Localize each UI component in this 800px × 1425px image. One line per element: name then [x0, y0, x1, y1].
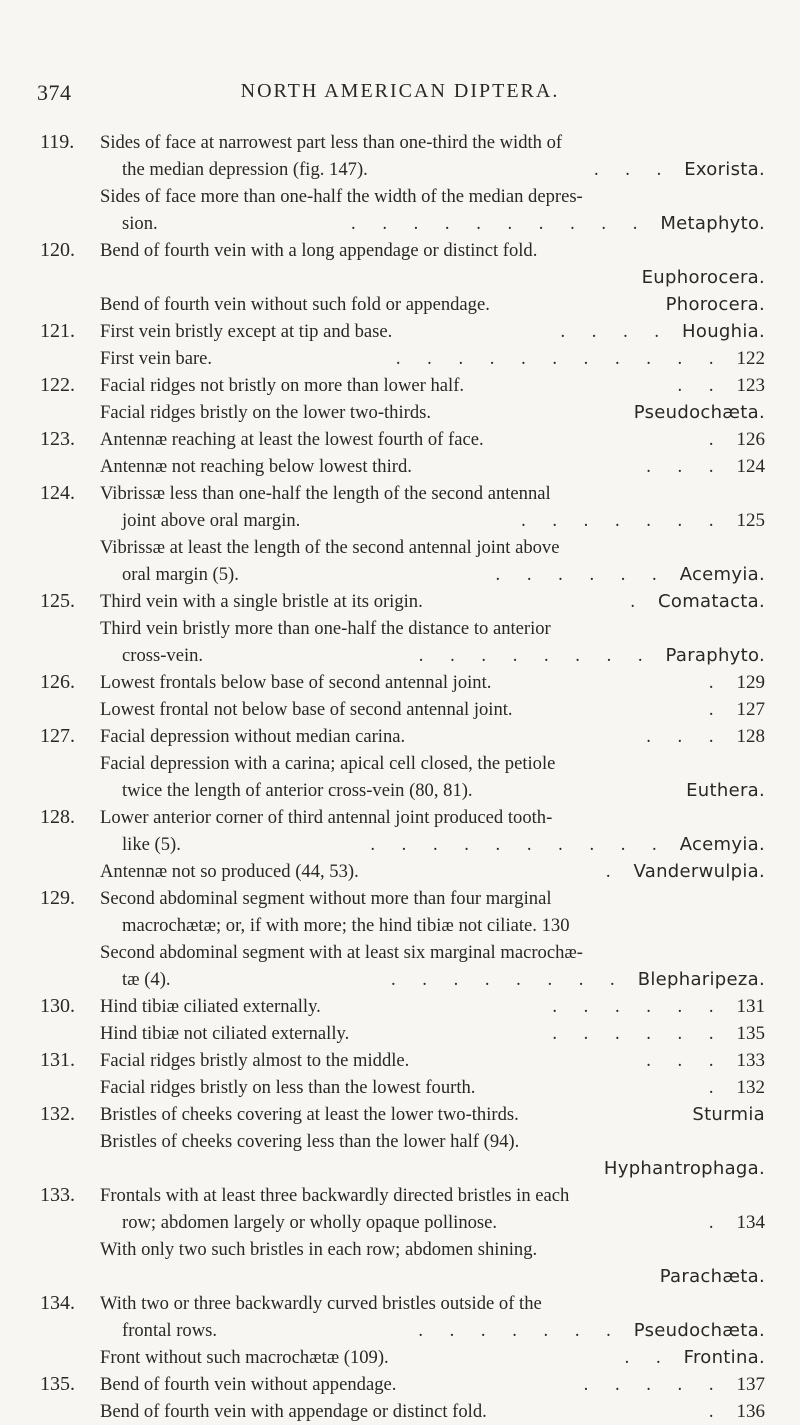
key-couplet — [0, 1047, 800, 1101]
line-text: Facial ridges bristly on the lower two-thirds. — [100, 402, 432, 423]
key-couplet — [0, 804, 800, 885]
line-text: Facial depression without median carina. — [100, 726, 406, 747]
key-line — [100, 1155, 765, 1182]
leader-dots: . — [708, 1077, 725, 1098]
taxon-name: Metaphyto. — [660, 213, 765, 234]
leader-dots: . . . . . . — [495, 564, 668, 585]
line-text: joint above oral margin. — [122, 510, 301, 531]
line-text: row; abdomen largely or wholly opaque pollinose. — [122, 1212, 498, 1233]
line-text: Facial ridges bristly on less than the lowest fourth. — [100, 1077, 476, 1098]
leader-dots: . — [708, 699, 725, 720]
line-text: Front without such macrochætæ (109). — [100, 1347, 389, 1368]
key-line — [122, 210, 765, 237]
key-line — [100, 1074, 765, 1101]
key-line — [122, 507, 765, 534]
key-line — [100, 183, 765, 210]
line-text: Facial ridges bristly almost to the middle. — [100, 1050, 410, 1071]
line-text: With two or three backwardly curved bristles outside of the — [100, 1293, 542, 1314]
taxon-name: Sturmia — [692, 1104, 765, 1125]
couplet-reference: 136 — [736, 1401, 765, 1422]
taxon-name: Hyphantrophaga. — [603, 1158, 765, 1179]
couplet-number: 129. — [40, 887, 75, 909]
key-line — [100, 534, 765, 561]
taxon-name: Houghia. — [682, 321, 765, 342]
couplet-reference: 134 — [736, 1212, 765, 1233]
couplet-reference: 123 — [736, 375, 765, 396]
key-line — [122, 1317, 765, 1344]
line-text: Bend of fourth vein without such fold or appendage. — [100, 294, 490, 315]
line-text: Lowest frontals below base of second antennal joint. — [100, 672, 492, 693]
couplet-reference: 122 — [736, 348, 765, 369]
key-line — [100, 480, 765, 507]
leader-dots: . — [630, 591, 647, 612]
line-text: sion. — [122, 213, 158, 234]
page-header — [0, 0, 800, 110]
line-text: frontal rows. — [122, 1320, 218, 1341]
taxon-name: Comatacta. — [658, 591, 765, 612]
line-text: Sides of face at narrowest part less than one-third the width of — [100, 132, 563, 153]
key-line — [100, 1263, 765, 1290]
line-text: Vibrissæ at least the length of the second antennal joint above — [100, 537, 560, 558]
taxon-name: Exorista. — [684, 159, 765, 180]
key-line — [122, 561, 765, 588]
line-text: Bend of fourth vein with appendage or distinct fold. — [100, 1401, 487, 1422]
key-line — [100, 426, 765, 453]
couplet-reference: 129 — [736, 672, 765, 693]
line-text: Antennæ not so produced (44, 53). — [100, 861, 359, 882]
couplet-reference: 132 — [736, 1077, 765, 1098]
key-couplet — [0, 237, 800, 318]
key-couplet — [0, 993, 800, 1047]
leader-dots: . — [708, 672, 725, 693]
line-text: Sides of face more than one-half the width of the median depres- — [100, 186, 583, 207]
leader-dots: . . . — [646, 456, 725, 477]
leader-dots: . . . — [593, 159, 673, 180]
line-text: Facial depression with a carina; apical cell closed, the petiole — [100, 753, 556, 774]
key-line — [100, 399, 765, 426]
key-couplet — [0, 129, 800, 237]
couplet-reference: 135 — [736, 1023, 765, 1044]
key-line — [100, 318, 765, 345]
key-line — [100, 291, 765, 318]
line-text: First vein bristly except at tip and base. — [100, 321, 393, 342]
leader-dots: . . . . . — [583, 1374, 725, 1395]
leader-dots: . . . . . . . . . . — [351, 213, 649, 234]
key-couplet — [0, 318, 800, 372]
leader-dots: . . . . . . . . . . . — [395, 348, 725, 369]
line-text: Frontals with at least three backwardly directed bristles in each — [100, 1185, 570, 1206]
line-text: Hind tibiæ ciliated externally. — [100, 996, 321, 1017]
taxon-name: Blepharipeza. — [637, 969, 765, 990]
taxon-name: Frontina. — [683, 1347, 765, 1368]
taxon-name: Euthera. — [686, 780, 765, 801]
couplet-number: 120. — [40, 239, 75, 261]
key-line — [100, 1371, 765, 1398]
leader-dots: . . . . . . . — [418, 1320, 622, 1341]
couplet-number: 130. — [40, 995, 75, 1017]
running-title: NORTH AMERICAN DIPTERA. — [240, 80, 560, 102]
line-text: Bristles of cheeks covering less than the lower half (94). — [100, 1131, 520, 1152]
key-line — [100, 237, 765, 264]
leader-dots: . . . . . . . . — [390, 969, 626, 990]
couplet-number: 133. — [40, 1184, 75, 1206]
couplet-number: 135. — [40, 1373, 75, 1395]
key-line — [100, 723, 765, 750]
line-text: Third vein bristly more than one-half the distance to anterior — [100, 618, 551, 639]
couplet-number: 128. — [40, 806, 75, 828]
key-line — [122, 1209, 765, 1236]
line-text: Vibrissæ less than one-half the length of the second antennal — [100, 483, 551, 504]
key-line — [100, 993, 765, 1020]
key-couplets — [0, 129, 800, 1425]
couplet-number: 121. — [40, 320, 75, 342]
key-couplet — [0, 669, 800, 723]
key-line — [100, 1290, 765, 1317]
key-line — [100, 453, 765, 480]
leader-dots: . . . . . . . — [521, 510, 725, 531]
key-line — [100, 939, 765, 966]
key-line — [100, 885, 765, 912]
couplet-number: 122. — [40, 374, 75, 396]
line-text: Lower anterior corner of third antennal joint produced tooth- — [100, 807, 553, 828]
couplet-number: 132. — [40, 1103, 75, 1125]
leader-dots: . . — [624, 1347, 672, 1368]
key-line — [100, 615, 765, 642]
couplet-reference: 137 — [736, 1374, 765, 1395]
couplet-number: 119. — [40, 131, 75, 153]
leader-dots: . . . . . . — [552, 1023, 725, 1044]
key-line — [100, 1344, 765, 1371]
key-line — [100, 345, 765, 372]
leader-dots: . . . . . . . . — [418, 645, 654, 666]
couplet-reference: 133 — [736, 1050, 765, 1071]
key-line — [100, 750, 765, 777]
line-text: With only two such bristles in each row; abdomen shining. — [100, 1239, 538, 1260]
line-text: macrochætæ; or, if with more; the hind tibiæ not ciliate. 130 — [122, 915, 570, 936]
key-couplet — [0, 885, 800, 993]
key-line — [122, 966, 765, 993]
couplet-number: 126. — [40, 671, 75, 693]
taxon-name: Vanderwulpia. — [633, 861, 765, 882]
line-text: tæ (4). — [122, 969, 171, 990]
line-text: Hind tibiæ not ciliated externally. — [100, 1023, 350, 1044]
taxon-name: Paraphyto. — [665, 645, 765, 666]
leader-dots: . . . . — [560, 321, 671, 342]
line-text: like (5). — [122, 834, 181, 855]
couplet-number: 127. — [40, 725, 75, 747]
line-text: Lowest frontal not below base of second antennal joint. — [100, 699, 513, 720]
line-text: First vein bare. — [100, 348, 213, 369]
key-line — [100, 1128, 765, 1155]
line-text: Facial ridges not bristly on more than lower half. — [100, 375, 465, 396]
key-couplet — [0, 1290, 800, 1371]
key-line — [100, 1020, 765, 1047]
key-couplet — [0, 723, 800, 804]
taxon-name: Phorocera. — [665, 294, 765, 315]
key-line — [100, 588, 765, 615]
page-number: 374 — [37, 80, 72, 105]
line-text: Antennæ not reaching below lowest third. — [100, 456, 412, 477]
couplet-reference: 124 — [736, 456, 765, 477]
line-text: twice the length of anterior cross-vein (80, 81). — [122, 780, 473, 801]
line-text: cross-vein. — [122, 645, 204, 666]
line-text: oral margin (5). — [122, 564, 239, 585]
key-couplet — [0, 1182, 800, 1290]
couplet-reference: 131 — [736, 996, 765, 1017]
line-text: Second abdominal segment with at least six marginal macrochæ- — [100, 942, 583, 963]
leader-dots: . . . — [646, 1050, 725, 1071]
key-line — [122, 777, 765, 804]
key-couplet — [0, 480, 800, 588]
line-text: Bristles of cheeks covering at least the lower two-thirds. — [100, 1104, 519, 1125]
key-line — [100, 264, 765, 291]
key-line — [122, 912, 765, 939]
line-text: Bend of fourth vein with a long appendage or distinct fold. — [100, 240, 538, 261]
couplet-number: 125. — [40, 590, 75, 612]
couplet-reference: 127 — [736, 699, 765, 720]
couplet-reference: 128 — [736, 726, 765, 747]
leader-dots: . — [708, 429, 725, 450]
leader-dots: . . . . . . . . . . — [370, 834, 668, 855]
line-text: Third vein with a single bristle at its origin. — [100, 591, 423, 612]
line-text: Second abdominal segment without more than four marginal — [100, 888, 552, 909]
key-line — [100, 129, 765, 156]
line-text: Bend of fourth vein without appendage. — [100, 1374, 397, 1395]
taxon-name: Euphorocera. — [641, 267, 765, 288]
couplet-number: 124. — [40, 482, 75, 504]
taxon-name: Acemyia. — [679, 564, 765, 585]
key-line — [100, 1101, 765, 1128]
taxon-name: Pseudochæta. — [633, 1320, 765, 1341]
key-line — [100, 696, 765, 723]
key-line — [100, 1236, 765, 1263]
leader-dots: . . . — [646, 726, 725, 747]
couplet-reference: 125 — [736, 510, 765, 531]
key-line — [100, 1182, 765, 1209]
key-couplet — [0, 426, 800, 480]
key-couplet — [0, 588, 800, 669]
line-text: the median depression (fig. 147). — [122, 159, 368, 180]
couplet-reference: 126 — [736, 429, 765, 450]
leader-dots: . . . . . . — [552, 996, 725, 1017]
key-line — [100, 858, 765, 885]
taxon-name: Parachæta. — [659, 1266, 765, 1287]
key-line — [100, 669, 765, 696]
key-line — [122, 156, 765, 183]
couplet-number: 134. — [40, 1292, 75, 1314]
key-couplet — [0, 1101, 800, 1182]
key-line — [122, 642, 765, 669]
key-line — [100, 1047, 765, 1074]
key-couplet — [0, 1371, 800, 1425]
key-line — [100, 804, 765, 831]
key-couplet — [0, 372, 800, 426]
key-line — [100, 372, 765, 399]
taxon-name: Acemyia. — [679, 834, 765, 855]
leader-dots: . — [605, 861, 622, 882]
key-line — [100, 1398, 765, 1425]
couplet-number: 131. — [40, 1049, 75, 1071]
taxon-name: Pseudochæta. — [633, 402, 765, 423]
key-line — [122, 831, 765, 858]
leader-dots: . — [708, 1212, 725, 1233]
leader-dots: . . — [677, 375, 725, 396]
leader-dots: . — [708, 1401, 725, 1422]
couplet-number: 123. — [40, 428, 75, 450]
line-text: Antennæ reaching at least the lowest fourth of face. — [100, 429, 484, 450]
